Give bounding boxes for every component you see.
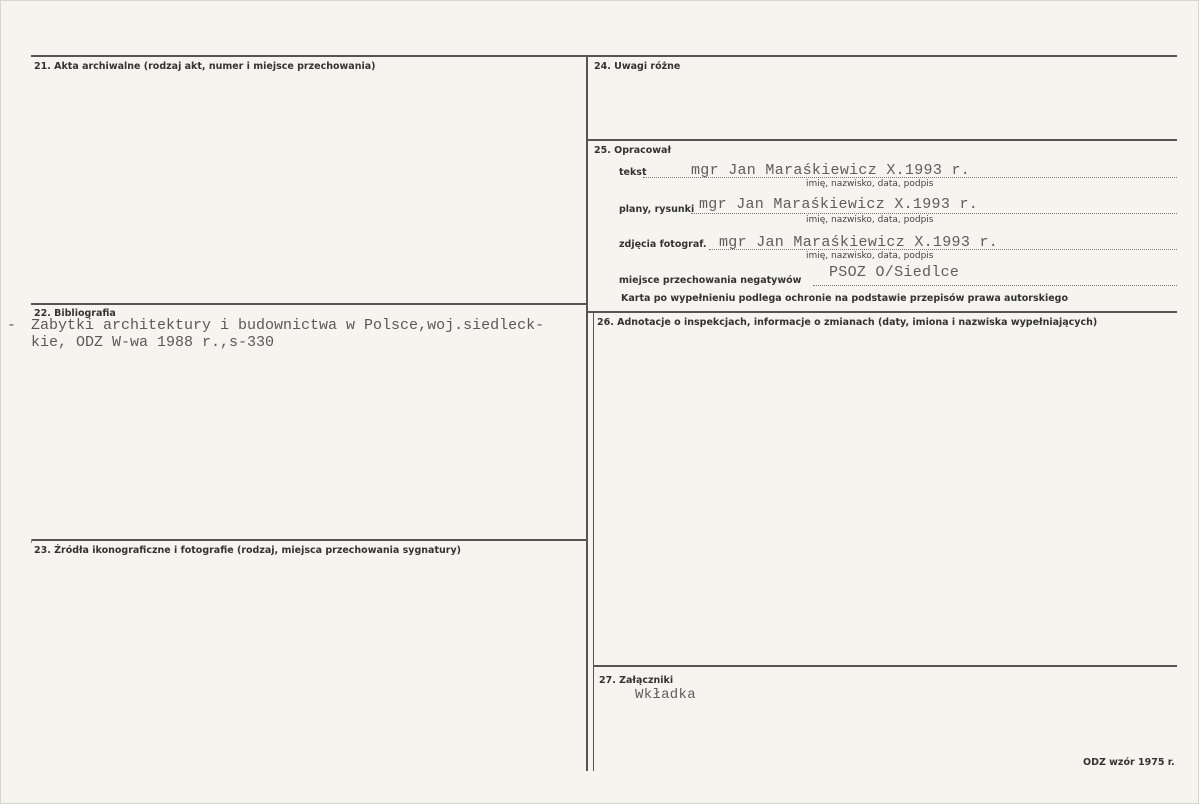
section-27-label: 27. Załączniki [599,675,674,686]
center-divider [586,55,588,771]
negatywy-value: PSOZ O/Siedlce [829,264,960,281]
tekst-label: tekst [619,167,647,178]
zdjecia-caption: imię, nazwisko, data, podpis [806,251,934,261]
plany-caption: imię, nazwisko, data, podpis [806,215,934,225]
zdjecia-value: mgr Jan Maraśkiewicz X.1993 r. [719,234,999,251]
right-inner-divider [593,311,594,771]
rule-23-top [31,539,587,541]
copyright-note: Karta po wypełnieniu podlega ochronie na podstawie przepisów prawa autorskiego [621,293,1068,304]
tekst-caption: imię, nazwisko, data, podpis [806,179,934,189]
rule-26-top [587,311,1177,313]
section-23-label: 23. Źródła ikonograficzne i fotografie (rodzaj, miejsca przechowania sygnatury) [34,545,461,556]
section-26-label: 26. Adnotacje o inspekcjach, informacje o zmianach (daty, imiona i nazwiska wypełniających) [597,317,1098,328]
tekst-value: mgr Jan Maraśkiewicz X.1993 r. [691,162,971,179]
bibliography-dash: - [7,317,17,334]
attachments-value: Wkładka [635,687,696,703]
left-lower-edge [31,539,32,543]
section-21-label: 21. Akta archiwalne (rodzaj akt, numer i miejsce przechowania) [34,61,376,72]
bibliography-line-2: kie, ODZ W-wa 1988 r.,s-330 [31,334,275,351]
plany-label: plany, rysunki [619,204,695,215]
rule-27-top [594,665,1177,667]
section-22-label: 22. Bibliografia [34,308,116,319]
negatywy-label: miejsce przechowania negatywów [619,275,802,286]
negatywy-dotline [813,285,1177,286]
section-25-label: 25. Opracował [594,145,671,156]
top-rule-left [31,55,587,57]
zdjecia-label: zdjęcia fotograf. [619,239,707,250]
rule-25-top [587,139,1177,141]
section-24-label: 24. Uwagi różne [594,61,681,72]
bibliography-line-1: Zabytki architektury i budownictwa w Polsce,woj.siedleck- [31,317,545,334]
top-rule-right [587,55,1177,57]
form-version-footer: ODZ wzór 1975 r. [1083,757,1175,768]
plany-dotline [691,213,1177,214]
plany-value: mgr Jan Maraśkiewicz X.1993 r. [699,196,979,213]
rule-22-top [31,303,587,305]
